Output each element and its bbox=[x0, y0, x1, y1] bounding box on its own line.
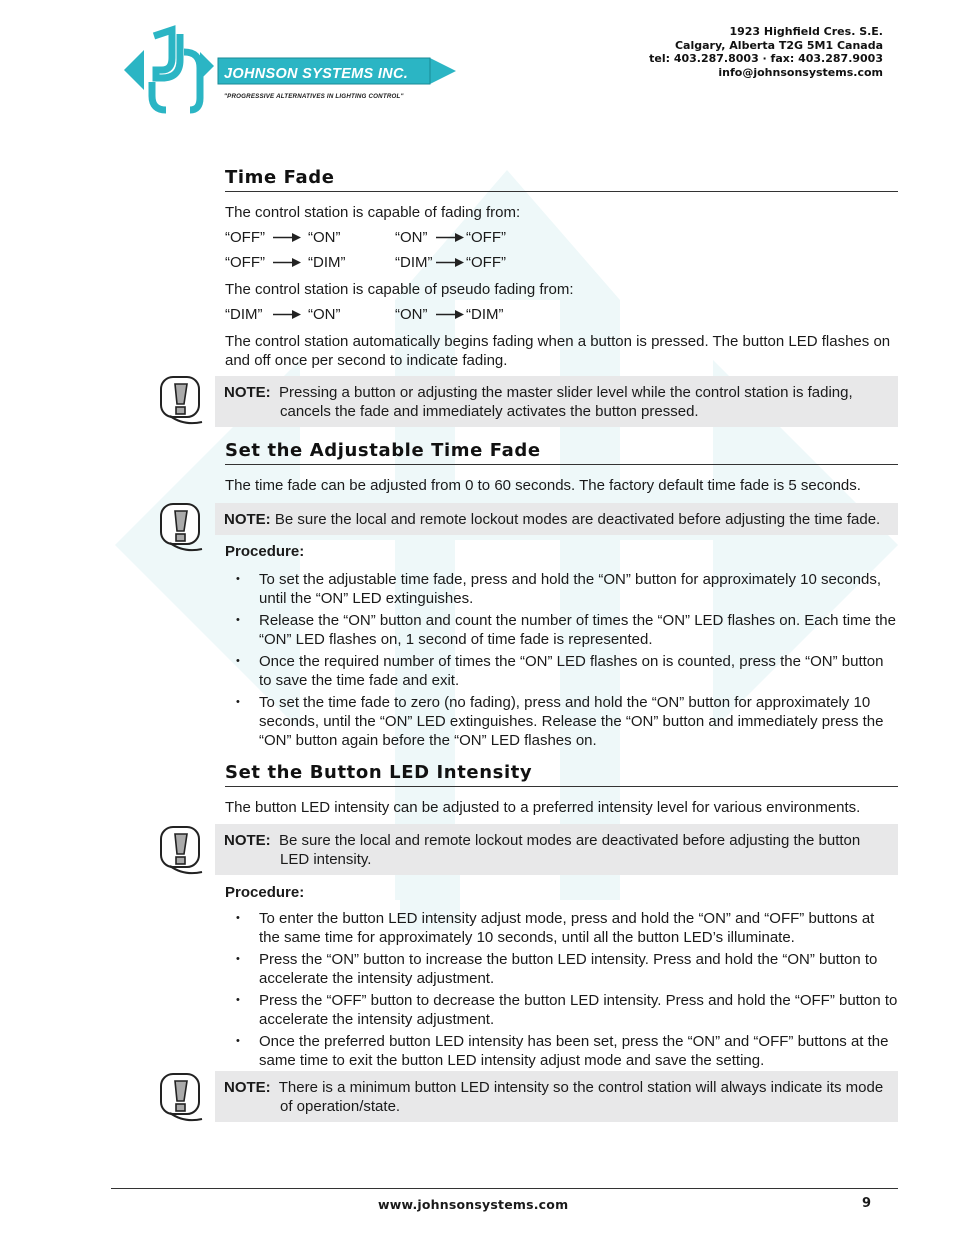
arrow-right-icon bbox=[436, 233, 464, 242]
company-address bbox=[649, 25, 883, 80]
fade-from: “OFF” bbox=[225, 229, 265, 246]
note-label: NOTE: bbox=[224, 511, 271, 528]
fade-to: “DIM” bbox=[308, 254, 346, 271]
arrow-right-icon bbox=[273, 258, 301, 267]
time-fade-description: The control station automatically begins fading when a button is pressed. The button LED flashes on and off once per second to indicate fading. bbox=[225, 333, 891, 369]
note-text: There is a minimum button LED intensity so the control station will always indicate its mode of operation/state. bbox=[278, 1079, 884, 1115]
note-label: NOTE: bbox=[224, 384, 271, 401]
footer-website: www.johnsonsystems.com bbox=[378, 1197, 569, 1212]
exclamation-note-icon bbox=[158, 374, 208, 426]
note-box bbox=[215, 824, 898, 875]
note-label: NOTE: bbox=[224, 832, 271, 849]
list-item: • Press the “OFF” button to decrease the button LED intensity. Press and hold the “OFF” button to accelerate the intensity adjustment. bbox=[236, 991, 898, 1029]
fade-from: “ON” bbox=[395, 306, 428, 323]
fade-to: “ON” bbox=[308, 229, 341, 246]
fade-from: “ON” bbox=[395, 229, 428, 246]
address-line: info@johnsonsystems.com bbox=[718, 66, 883, 80]
list-item: • To set the adjustable time fade, press and hold the “ON” button for approximately 10 seconds, until the “ON” LED extinguishes. bbox=[236, 570, 898, 608]
adjustable-intro: The time fade can be adjusted from 0 to 60 seconds. The factory default time fade is 5 seconds. bbox=[225, 477, 861, 494]
address-line: Calgary, Alberta T2G 5M1 Canada bbox=[674, 38, 883, 52]
company-name: JOHNSON SYSTEMS INC. bbox=[224, 66, 409, 82]
exclamation-note-icon bbox=[158, 1071, 208, 1123]
page-number: 9 bbox=[862, 1196, 872, 1211]
pseudo-fade-intro: The control station is capable of pseudo fading from: bbox=[225, 281, 574, 298]
list-item: • Once the required number of times the “ON” LED flashes on is counted, press the “ON” button to save the time fade and exit. bbox=[236, 652, 898, 690]
note-label: NOTE: bbox=[224, 1079, 271, 1096]
company-logo bbox=[120, 22, 465, 122]
fade-to: “OFF” bbox=[466, 229, 506, 246]
led-intro: The button LED intensity can be adjusted to a preferred intensity level for various environments. bbox=[225, 799, 861, 816]
note-box bbox=[215, 1071, 898, 1122]
list-item: • Press the “ON” button to increase the button LED intensity. Press and hold the “ON” button to accelerate the intensity adjustment. bbox=[236, 950, 898, 988]
section-heading-led-intensity: Set the Button LED Intensity bbox=[225, 762, 898, 787]
list-item: • To enter the button LED intensity adjust mode, press and hold the “ON” and “OFF” buttons at the same time for approximately 10 seconds, until all the button LED’s illuminate. bbox=[236, 909, 898, 947]
fade-from: “OFF” bbox=[225, 254, 265, 271]
list-item: • Release the “ON” button and count the number of times the “ON” LED flashes on. Each time the “ON” LED flashes on, 1 second of time fade is represented. bbox=[236, 611, 898, 649]
fade-to: “DIM” bbox=[466, 306, 504, 323]
list-item: • Once the preferred button LED intensity has been set, press the “ON” and “OFF” buttons at the same time to exit the button LED intensity adjust mode and save the setting. bbox=[236, 1032, 898, 1070]
time-fade-intro: The control station is capable of fading from: bbox=[225, 204, 521, 221]
note-box bbox=[215, 503, 898, 535]
company-tagline: "PROGRESSIVE ALTERNATIVES IN LIGHTING CONTROL" bbox=[224, 93, 404, 100]
note-text: Pressing a button or adjusting the master slider level while the control station is fading, cancels the fade and immediately activates the button pressed. bbox=[279, 384, 853, 420]
arrow-right-icon bbox=[273, 233, 301, 242]
exclamation-note-icon bbox=[158, 824, 208, 876]
fade-to: “ON” bbox=[308, 306, 341, 323]
procedure-label: Procedure: bbox=[225, 884, 305, 901]
note-text: Be sure the local and remote lockout modes are deactivated before adjusting the button LED intensity. bbox=[279, 832, 861, 868]
footer-divider bbox=[111, 1188, 898, 1189]
note-text: Be sure the local and remote lockout modes are deactivated before adjusting the time fade. bbox=[274, 511, 881, 528]
address-line: 1923 Highfield Cres. S.E. bbox=[729, 25, 883, 38]
fade-from: “DIM” bbox=[395, 254, 433, 271]
section-heading-time-fade: Time Fade bbox=[225, 167, 898, 192]
arrow-right-icon bbox=[436, 310, 464, 319]
arrow-right-icon bbox=[436, 258, 464, 267]
address-line: tel: 403.287.8003 · fax: 403.287.9003 bbox=[649, 52, 883, 66]
procedure-label: Procedure: bbox=[225, 543, 305, 560]
section-heading-adjustable-time-fade: Set the Adjustable Time Fade bbox=[225, 440, 898, 465]
list-item: • To set the time fade to zero (no fading), press and hold the “ON” button for approximately 10 seconds, until the “ON” LED extinguishes. Release the “ON” button and immediately press the “ON” button again before the “ON” LED flashes on. bbox=[236, 693, 898, 750]
fade-to: “OFF” bbox=[466, 254, 506, 271]
fade-from: “DIM” bbox=[225, 306, 263, 323]
exclamation-note-icon bbox=[158, 501, 208, 553]
arrow-right-icon bbox=[273, 310, 301, 319]
note-box bbox=[215, 376, 898, 427]
